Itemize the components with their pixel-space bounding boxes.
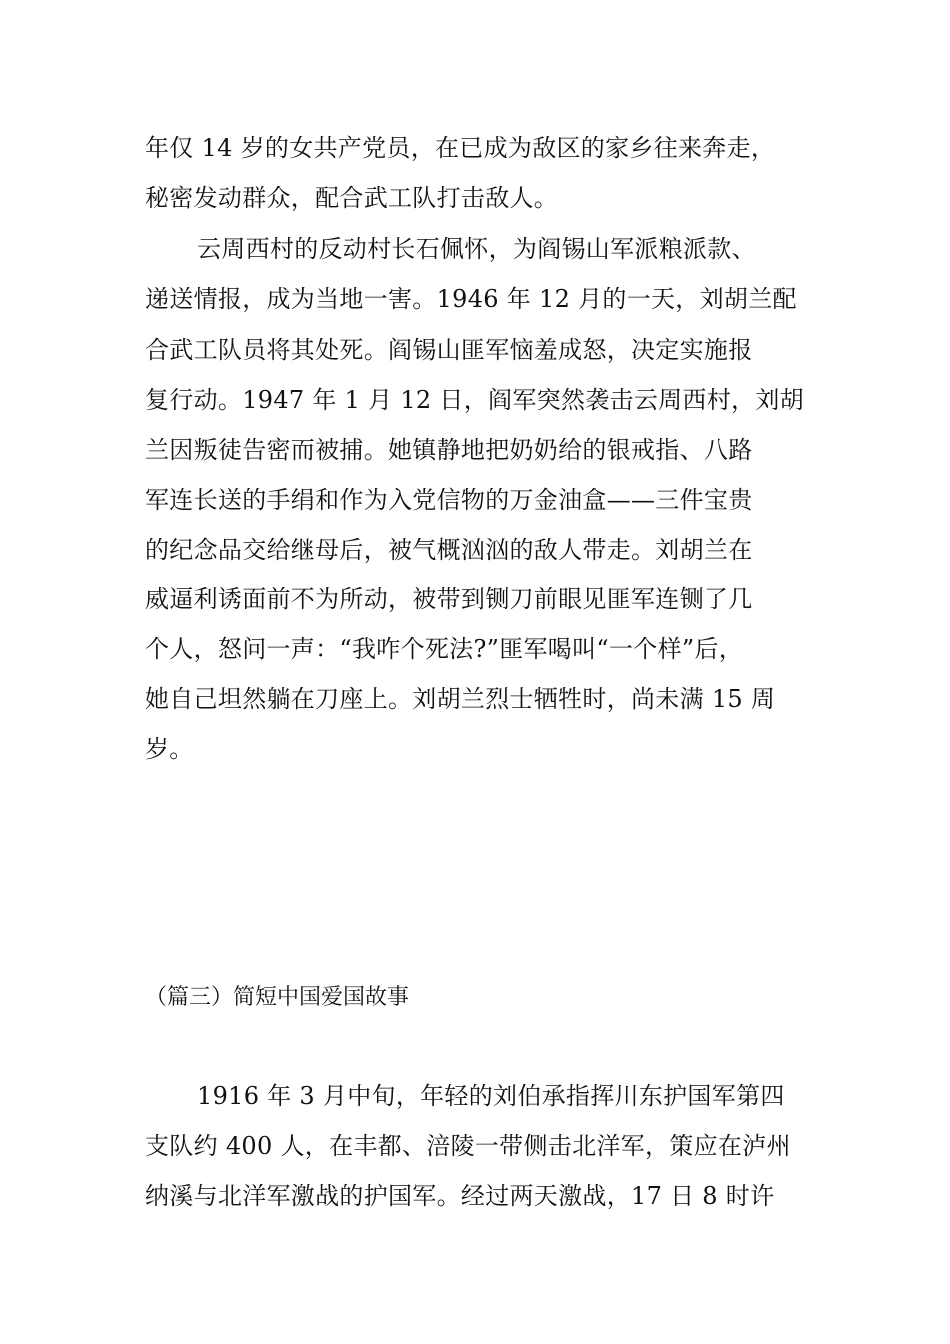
paragraph-2-line-5: 兰因叛徒告密而被捕。她镇静地把奶奶给的银戒指、八路 xyxy=(145,436,753,464)
paragraph-2-line-10: 她自己坦然躺在刀座上。刘胡兰烈士牺牲时，尚未满 15 周 xyxy=(145,685,776,713)
paragraph-2-line-7: 的纪念品交给继母后，被气概汹汹的敌人带走。刘胡兰在 xyxy=(145,536,753,564)
paragraph-3-line-3: 纳溪与北洋军激战的护国军。经过两天激战，17 日 8 时许 xyxy=(145,1182,775,1210)
paragraph-2-line-9: 个人，怒问一声：“我咋个死法?”匪军喝叫“一个样”后， xyxy=(145,635,744,663)
paragraph-2-line-11: 岁。 xyxy=(145,735,194,763)
paragraph-3-line-2: 支队约 400 人，在丰都、涪陵一带侧击北洋军，策应在泸州 xyxy=(145,1132,791,1160)
paragraph-2-line-2: 递送情报，成为当地一害。1946 年 12 月的一天，刘胡兰配 xyxy=(145,285,797,313)
paragraph-1-line-1: 年仅 14 岁的女共产党员，在已成为敌区的家乡往来奔走， xyxy=(145,134,776,162)
section-heading: （篇三）简短中国爱国故事 xyxy=(145,985,410,1010)
paragraph-2-line-4: 复行动。1947 年 1 月 12 日，阎军突然袭击云周西村，刘胡 xyxy=(145,386,804,414)
paragraph-2-line-6: 军连长送的手绢和作为入党信物的万金油盒——三件宝贵 xyxy=(145,486,753,514)
paragraph-1-line-2: 秘密发动群众，配合武工队打击敌人。 xyxy=(145,184,559,212)
paragraph-2-line-8: 威逼利诱面前不为所动，被带到铡刀前眼见匪军连铡了几 xyxy=(145,585,753,613)
paragraph-2-line-3: 合武工队员将其处死。阎锡山匪军恼羞成怒，决定实施报 xyxy=(145,336,753,364)
paragraph-3-line-1: 1916 年 3 月中旬，年轻的刘伯承指挥川东护国军第四 xyxy=(197,1082,785,1110)
paragraph-2-line-1: 云周西村的反动村长石佩怀，为阎锡山军派粮派款、 xyxy=(197,235,756,263)
